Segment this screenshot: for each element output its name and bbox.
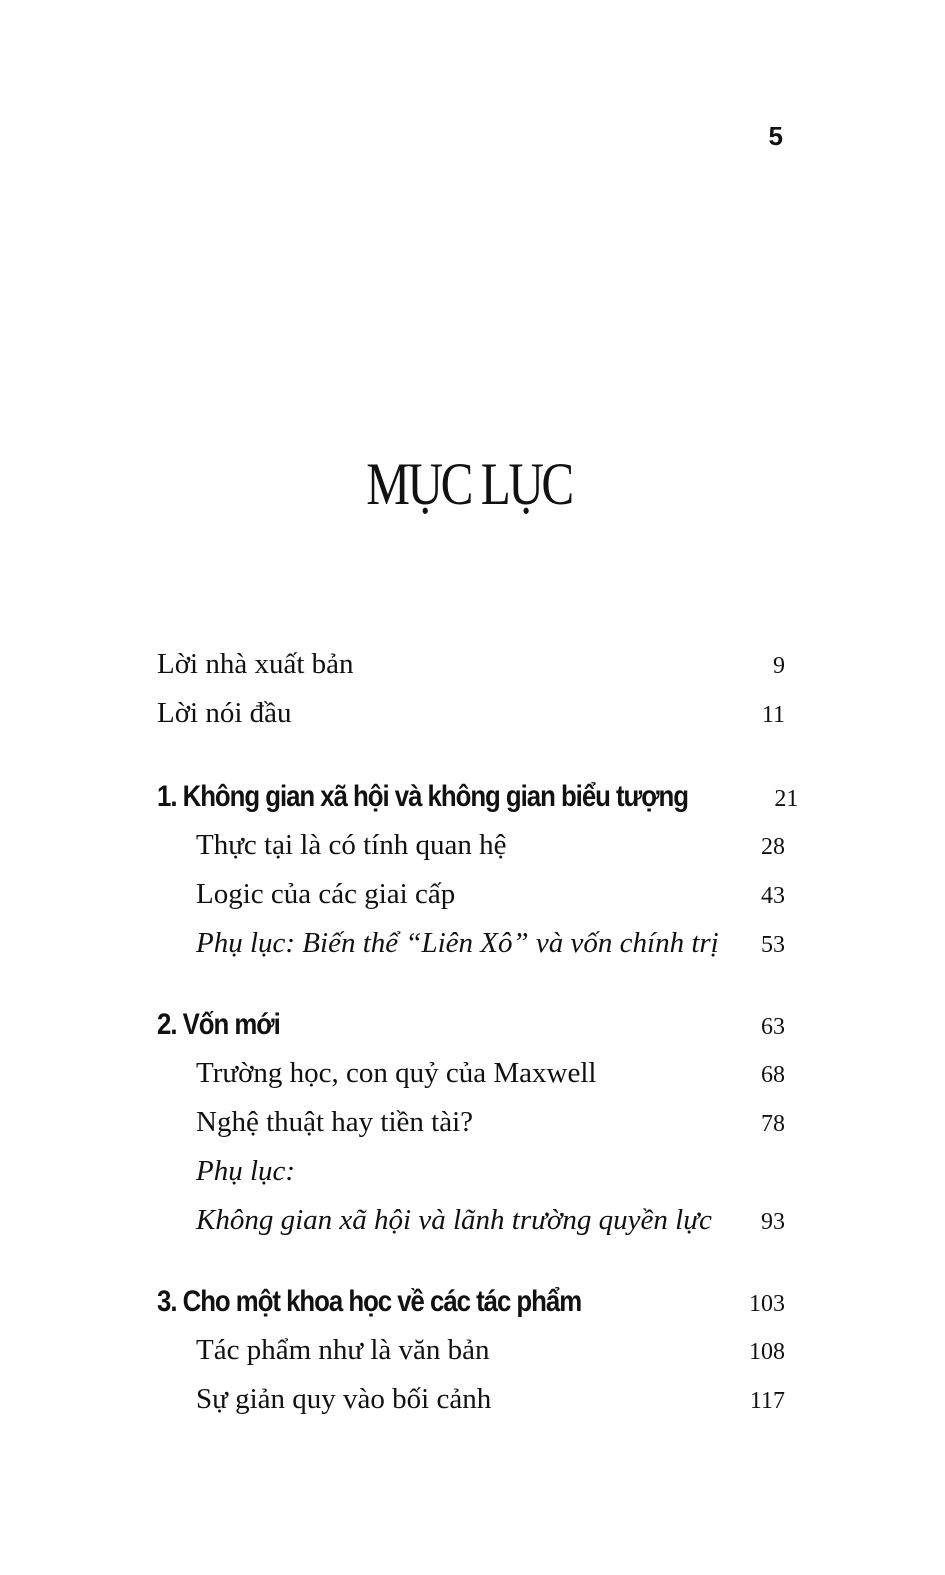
section-page: 43 — [761, 883, 785, 909]
section-title: Sự giản quy vào bối cảnh — [196, 1383, 492, 1415]
section-title: Không gian xã hội và lãnh trường quyền lực — [196, 1204, 712, 1236]
toc-chapter-2[interactable] — [157, 1000, 785, 1049]
section-page: 28 — [761, 834, 785, 860]
section-title: Nghệ thuật hay tiền tài? — [196, 1106, 474, 1138]
section-page: 53 — [761, 932, 785, 958]
toc-title: MỤC LỤC — [366, 451, 572, 517]
toc-chapter-3[interactable] — [157, 1277, 785, 1326]
chapter-page: 63 — [761, 1014, 785, 1040]
toc-section-appendix[interactable] — [157, 1196, 785, 1245]
section-page: 93 — [761, 1209, 785, 1235]
toc-section[interactable] — [157, 1098, 785, 1147]
chapter-page: 21 — [774, 786, 799, 812]
toc-entry-page: 11 — [761, 702, 785, 728]
toc-entry-label: Lời nói đầu — [157, 697, 292, 729]
toc-chapter-1[interactable] — [157, 772, 799, 821]
toc-section[interactable] — [157, 1049, 785, 1098]
section-title: Trường học, con quỷ của Maxwell — [196, 1057, 597, 1089]
chapter-page: 103 — [749, 1291, 785, 1317]
section-title: Phụ lục: Biến thể “Liên Xô” và vốn chính trị — [196, 927, 719, 959]
toc-section[interactable] — [157, 1375, 785, 1424]
section-page: 108 — [749, 1339, 785, 1365]
toc-entry-preface[interactable] — [157, 689, 785, 738]
section-title: Logic của các giai cấp — [196, 878, 456, 910]
chapter-title: 2. Vốn mới — [157, 1008, 280, 1041]
toc-section[interactable] — [157, 1326, 785, 1375]
section-title: Tác phẩm như là văn bản — [196, 1334, 490, 1366]
toc-entry-page: 9 — [773, 653, 785, 679]
toc-section[interactable] — [157, 821, 785, 870]
toc-entry-publisher-note[interactable] — [157, 640, 785, 689]
toc-section-appendix-heading — [157, 1147, 785, 1196]
section-page: 68 — [761, 1062, 785, 1088]
table-of-contents — [157, 640, 799, 1424]
section-title: Phụ lục: — [196, 1155, 296, 1187]
section-page: 117 — [749, 1388, 785, 1414]
chapter-title: 3. Cho một khoa học về các tác phẩm — [157, 1285, 582, 1318]
section-title: Thực tại là có tính quan hệ — [196, 829, 507, 861]
section-page: 78 — [761, 1111, 785, 1137]
chapter-title: 1. Không gian xã hội và không gian biểu tượng — [157, 780, 688, 813]
toc-section-appendix[interactable] — [157, 919, 785, 968]
toc-section[interactable] — [157, 870, 785, 919]
page-number: 5 — [768, 121, 783, 151]
toc-entry-label: Lời nhà xuất bản — [157, 648, 354, 680]
